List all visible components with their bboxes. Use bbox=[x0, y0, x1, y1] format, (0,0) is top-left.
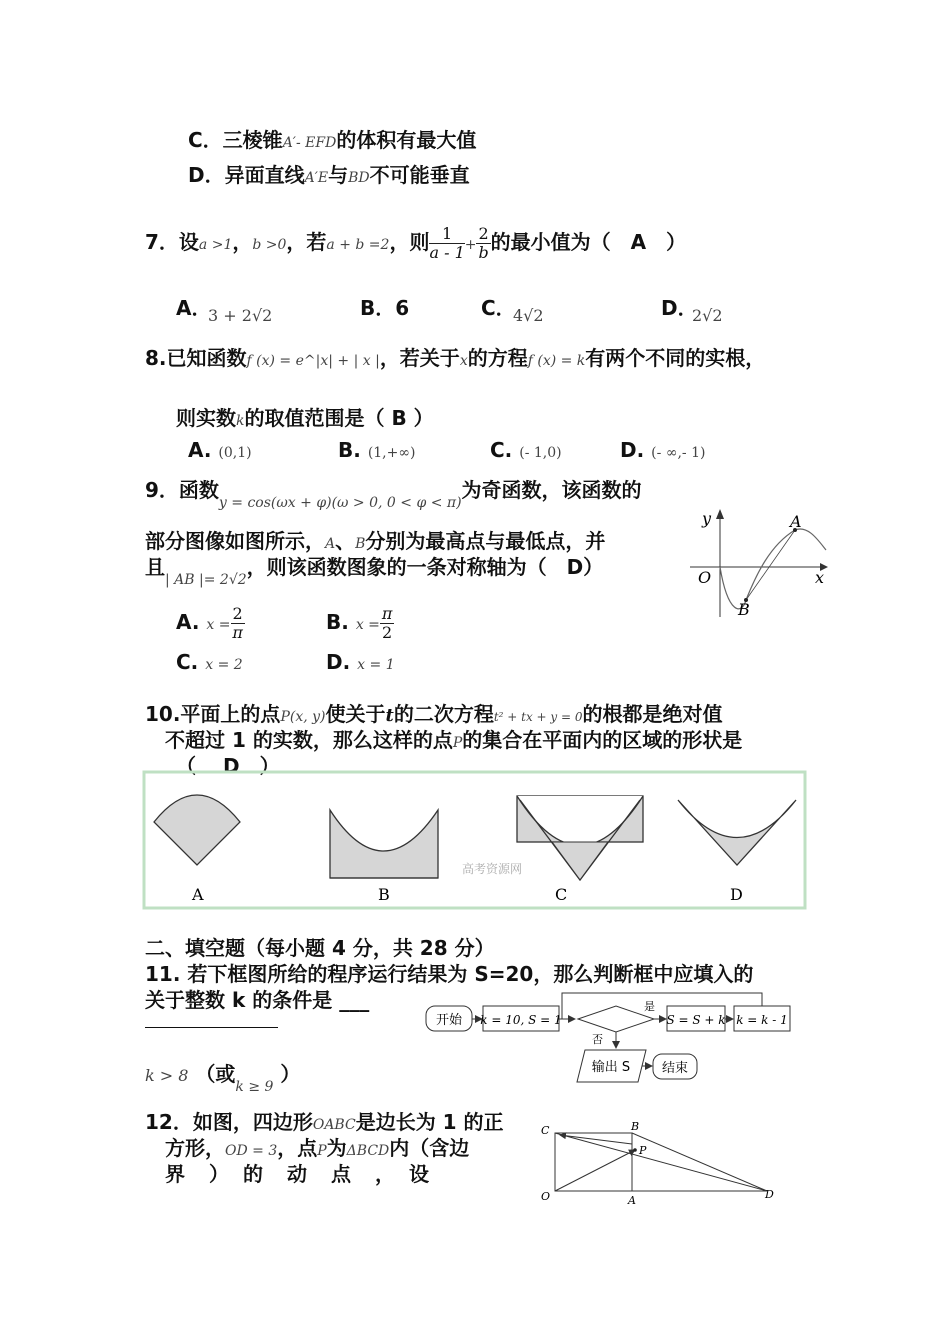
end-label: 结束 bbox=[661, 1061, 689, 1076]
q10-line1 bbox=[145, 698, 723, 727]
a-label: A bbox=[790, 512, 802, 531]
q7-sep1: ， bbox=[232, 230, 253, 254]
q8-text2: 的方程 bbox=[467, 346, 528, 370]
q10-line2-a: 不超过 1 的实数，那么这样的点 bbox=[165, 728, 453, 752]
start-label: 开始 bbox=[435, 1013, 463, 1028]
q12-od: OD = 3 bbox=[225, 1143, 278, 1159]
q7-option-c-value: 4√2 bbox=[513, 306, 544, 325]
q8-option-b-value: (1,+∞) bbox=[367, 445, 416, 461]
q10-line1-d: 的根都是绝对值 bbox=[582, 702, 723, 726]
label-a: A bbox=[192, 885, 204, 904]
q9-option-b-den: 2 bbox=[382, 623, 393, 642]
q9-point-b: B bbox=[355, 536, 366, 552]
q7-fraction-2 bbox=[476, 225, 490, 262]
q6-option-d-suffix: 不可能垂直 bbox=[369, 163, 470, 187]
q8-line2-a: 则实数 bbox=[176, 406, 236, 430]
q10-line1-c: 的二次方程 bbox=[393, 702, 494, 726]
q10-t: t bbox=[385, 705, 394, 726]
y-label: y bbox=[702, 509, 712, 528]
q12-line3: 界 ） 的 动 点 ， 设 bbox=[165, 1162, 431, 1186]
q9-option-a-frac bbox=[231, 605, 245, 642]
q7-cond2: b >0 bbox=[252, 237, 287, 253]
sine-curve bbox=[720, 529, 826, 609]
q8-option-d bbox=[620, 438, 705, 462]
q9-line2-b: 分别为最高点与最低点，并 bbox=[365, 529, 606, 553]
q7-option-c-label: C． bbox=[481, 296, 516, 320]
section-2-heading: 二、填空题（每小题 4 分，共 28 分） bbox=[145, 936, 495, 960]
q8-option-c-label: C. bbox=[490, 438, 513, 462]
q7-option-a-value: 3 + 2√2 bbox=[208, 306, 273, 325]
q6-option-c-suffix: 的体积有最大值 bbox=[336, 128, 477, 152]
q8-option-b-label: B. bbox=[338, 438, 361, 462]
figure-frame bbox=[144, 772, 805, 908]
q9-option-a-math: x = bbox=[206, 617, 231, 633]
q7-ask: 的最小值为（ A ） bbox=[490, 230, 687, 254]
segment-cd bbox=[555, 1133, 767, 1191]
q9-option-b-label: B. bbox=[326, 610, 349, 634]
q12-line2-a: 方形， bbox=[165, 1136, 225, 1160]
no-label: 否 bbox=[592, 1033, 603, 1046]
q10-line2 bbox=[165, 724, 742, 753]
q11-answer bbox=[145, 1058, 301, 1095]
watermark: 高考资源网 bbox=[462, 862, 523, 876]
q9-option-c bbox=[176, 650, 243, 674]
q12-line1-a: 12．如图，四边形 bbox=[145, 1110, 313, 1134]
q9-option-b-math: x = bbox=[355, 617, 380, 633]
q7-option-a bbox=[176, 292, 211, 321]
init-label: k = 10, S = 1 bbox=[480, 1013, 562, 1027]
origin-label: O bbox=[698, 568, 712, 587]
yes-label: 是 bbox=[644, 1000, 655, 1013]
point-p-dot bbox=[633, 1148, 637, 1152]
q9-sine-graph bbox=[690, 505, 835, 620]
q12-line2 bbox=[165, 1132, 469, 1161]
q9-option-c-label: C. bbox=[176, 650, 199, 674]
q9-option-c-math: x = 2 bbox=[205, 657, 243, 673]
q7-option-a-label: A． bbox=[176, 296, 212, 320]
label-o: O bbox=[541, 1190, 551, 1203]
x-label: x bbox=[815, 568, 825, 587]
q9-option-b-num: π bbox=[381, 604, 393, 623]
q8-line2-b: 的取值范围是（ B ） bbox=[244, 406, 434, 430]
q11-flowchart bbox=[420, 988, 795, 1088]
q9-option-b-frac bbox=[380, 605, 395, 642]
q12-triangle: ΔBCD bbox=[346, 1143, 390, 1159]
q8-option-a bbox=[188, 438, 252, 462]
update-k-label: k = k - 1 bbox=[736, 1013, 788, 1027]
q10-p: P bbox=[452, 735, 463, 751]
q8-var: x bbox=[459, 353, 468, 369]
region-d bbox=[678, 800, 796, 865]
region-c bbox=[517, 796, 643, 880]
q12-line1 bbox=[145, 1106, 504, 1135]
q7-option-d-label: D． bbox=[661, 296, 698, 320]
vector-op bbox=[555, 1150, 635, 1191]
q9-option-a bbox=[176, 598, 245, 649]
label-d: D bbox=[765, 1188, 774, 1201]
y-axis-arrow-icon bbox=[716, 509, 724, 519]
label-b: B bbox=[631, 1120, 640, 1133]
q7-sep3: ，则 bbox=[389, 230, 430, 254]
q7-frac1-num: 1 bbox=[429, 225, 464, 244]
q8-text3: 有两个不同的实根， bbox=[585, 346, 766, 370]
q11-answer-b: （或 bbox=[195, 1062, 236, 1086]
q7-frac2-num: 2 bbox=[478, 224, 489, 243]
q6-option-d-math2: BD bbox=[348, 170, 370, 186]
q6-option-d bbox=[188, 159, 470, 188]
q8-k: k bbox=[236, 413, 245, 429]
q6-option-d-math1: A′E bbox=[304, 170, 329, 186]
q8-option-c bbox=[490, 438, 562, 462]
q12-square-figure bbox=[535, 1118, 780, 1208]
segment-ab bbox=[746, 530, 795, 600]
q7-number: 7．设 bbox=[145, 230, 199, 254]
q6-option-c-text: C．三棱锥 bbox=[188, 128, 283, 152]
square-oabc bbox=[555, 1133, 632, 1191]
q12-oabc: OABC bbox=[312, 1117, 356, 1133]
q7-plus: + bbox=[464, 237, 477, 253]
q10-line2-b: 的集合在平面内的区域的形状是 bbox=[462, 728, 743, 752]
q12-p: P bbox=[317, 1143, 327, 1159]
q12-line2-c: 为 bbox=[326, 1136, 347, 1160]
q8-number: 8.已知函数 bbox=[145, 346, 247, 370]
q9-option-d-label: D. bbox=[326, 650, 351, 674]
q8-func: f (x) = e^|x| + | x | bbox=[246, 353, 380, 369]
q9-ab-length: | AB |= 2√2 bbox=[165, 572, 247, 588]
label-c: C bbox=[541, 1124, 550, 1137]
q8-line2 bbox=[176, 402, 434, 431]
q10-line1-a: 10.平面上的点 bbox=[145, 702, 281, 726]
q12-line1-b: 是边长为 1 的正 bbox=[355, 1110, 504, 1134]
q11-answer-d: ） bbox=[280, 1062, 301, 1086]
q9-number: 9．函数 bbox=[145, 478, 219, 502]
q11-answer-a: k > 8 bbox=[145, 1066, 189, 1085]
label-a: A bbox=[628, 1194, 636, 1207]
q8-option-a-label: A. bbox=[188, 438, 212, 462]
region-a bbox=[154, 795, 240, 865]
q10-region-figures bbox=[142, 770, 807, 910]
q9-line2 bbox=[145, 525, 605, 554]
q7-cond1: a >1 bbox=[198, 237, 233, 253]
q8-option-d-value: (- ∞,- 1) bbox=[651, 445, 706, 461]
label-c: C bbox=[555, 885, 568, 904]
q11-answer-blank bbox=[145, 1027, 278, 1028]
q7-question bbox=[145, 220, 686, 267]
q6-option-d-text: D．异面直线 bbox=[188, 163, 305, 187]
label-b: B bbox=[378, 885, 390, 904]
q9-line3-a: 且 bbox=[145, 555, 165, 579]
q9-option-d bbox=[326, 650, 395, 674]
segment-bd bbox=[632, 1133, 767, 1191]
update-s-label: S = S + k bbox=[666, 1013, 726, 1027]
q11-line1: 11. 若下框图所给的程序运行结果为 S=20，那么判断框中应填入的 bbox=[145, 962, 754, 986]
q10-eq: t² + tx + y = 0 bbox=[493, 710, 583, 724]
q7-frac2-den: b bbox=[478, 243, 489, 262]
q7-option-b: B．6 bbox=[360, 296, 410, 320]
q12-line2-d: 内（含边 bbox=[389, 1136, 470, 1160]
q7-sep2: ，若 bbox=[286, 230, 327, 254]
q9-option-a-den: π bbox=[232, 623, 243, 642]
q9-text1: 为奇函数，该函数的 bbox=[461, 478, 642, 502]
q6-option-d-mid: 与 bbox=[328, 163, 349, 187]
q9-line3-b: ，则该函数图象的一条对称轴为（ D） bbox=[246, 555, 604, 579]
q9-func: y = cos(ωx + φ)(ω > 0, 0 < φ < π) bbox=[218, 495, 462, 511]
q8-question bbox=[145, 342, 765, 371]
q6-option-c-math: A′- EFD bbox=[282, 135, 337, 151]
q8-text1: ，若关于 bbox=[379, 346, 460, 370]
q9-option-d-math: x = 1 bbox=[357, 657, 395, 673]
q9-point-a: A bbox=[325, 536, 336, 552]
q9-line3 bbox=[145, 551, 604, 588]
q9-question bbox=[145, 474, 642, 511]
q12-line2-b: ，点 bbox=[277, 1136, 318, 1160]
q9-line2-a: 部分图像如图所示， bbox=[145, 529, 325, 553]
region-b bbox=[330, 810, 438, 878]
q7-frac1-den: a - 1 bbox=[429, 243, 465, 262]
q9-option-a-label: A. bbox=[176, 610, 200, 634]
q7-fraction-1 bbox=[429, 225, 464, 262]
q6-option-c bbox=[188, 124, 476, 153]
q7-cond3: a + b =2 bbox=[326, 237, 390, 253]
b-label: B bbox=[738, 600, 750, 619]
q7-option-d-value: 2√2 bbox=[692, 306, 723, 325]
q8-option-b bbox=[338, 438, 416, 462]
q10-line1-b: 使关于 bbox=[325, 702, 386, 726]
label-d: D bbox=[730, 885, 743, 904]
q11-line2: 关于整数 k 的条件是 ___ bbox=[145, 988, 370, 1012]
q9-option-a-num: 2 bbox=[232, 604, 243, 623]
q11-answer-c: k ≥ 9 bbox=[235, 1079, 274, 1095]
q10-point: P(x, y) bbox=[280, 709, 326, 725]
q10-answer: （ D ） bbox=[176, 754, 280, 778]
q8-option-d-label: D. bbox=[620, 438, 645, 462]
vector-to-c bbox=[560, 1135, 632, 1144]
decision-node bbox=[578, 1006, 654, 1032]
q8-option-c-value: (- 1,0) bbox=[519, 445, 562, 461]
q9-option-b bbox=[326, 598, 394, 649]
q8-eq: f (x) = k bbox=[527, 353, 586, 369]
q9-sep: 、 bbox=[335, 529, 356, 553]
label-p: P bbox=[639, 1144, 647, 1157]
q8-option-a-value: (0,1) bbox=[218, 445, 252, 461]
output-label: 输出 S bbox=[591, 1060, 631, 1075]
